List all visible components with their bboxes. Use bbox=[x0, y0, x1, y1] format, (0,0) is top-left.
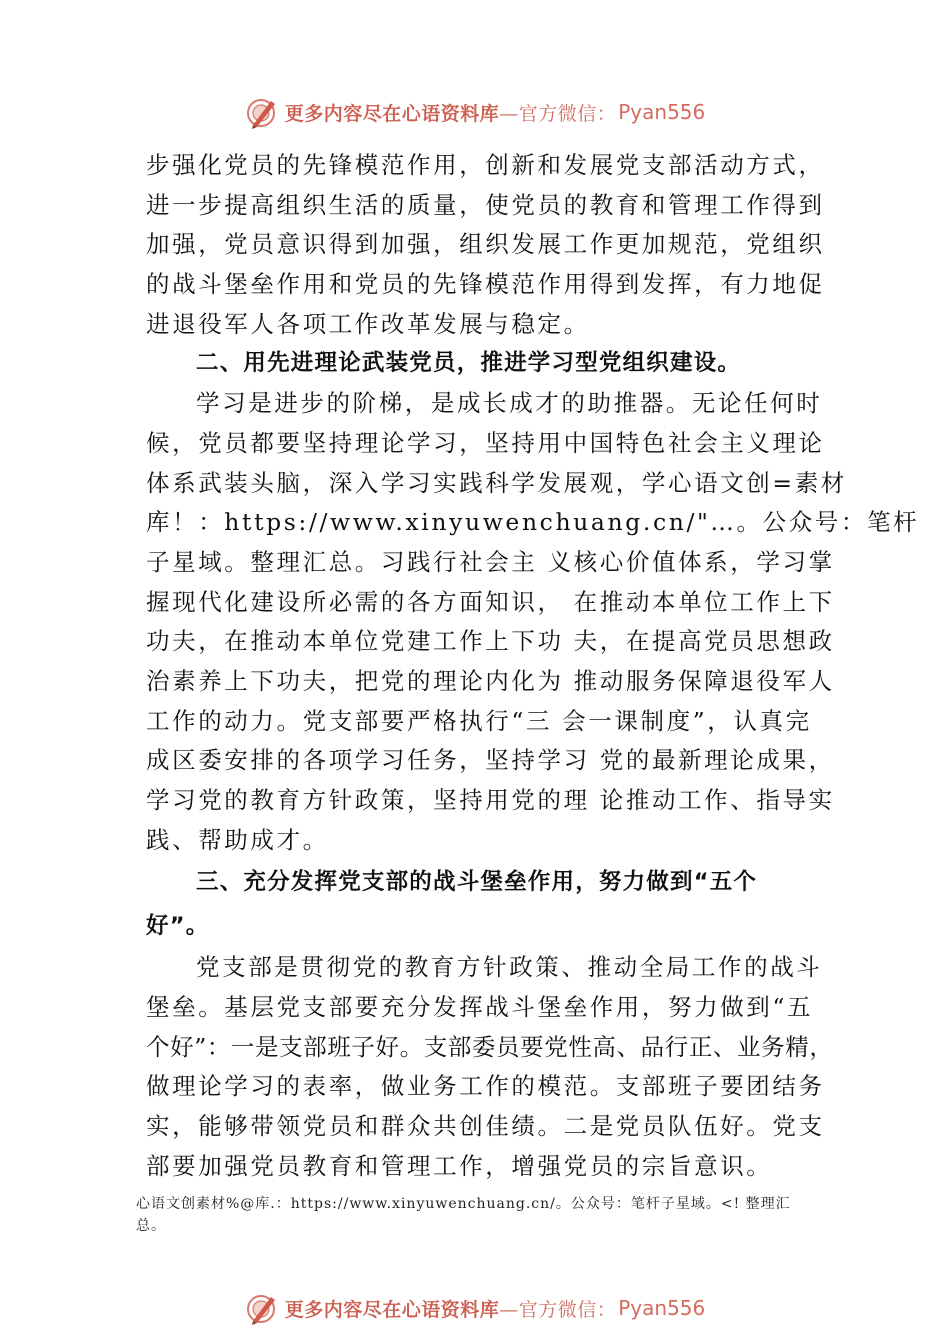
section-heading-2: 二、用先进理论武装党员，推进学习型党组织建设。 bbox=[196, 350, 742, 377]
wechat-id: Pyan556 bbox=[618, 1296, 706, 1320]
paragraph-line: 工作的动力。党支部要严格执行“三 会一课制度”，认真完 bbox=[146, 706, 812, 735]
paragraph-line: 体系武装头脑，深入学习实践科学发展观，学心语文创=素材 bbox=[146, 468, 847, 497]
paragraph-line: 党支部是贯彻党的教育方针政策、推动全局工作的战斗 bbox=[196, 953, 823, 982]
footnote-line: 总。 bbox=[136, 1218, 166, 1234]
footnote-line: 心语文创素材%@库.：https://www.xinyuwenchuang.cn/。公众号：笔杆子星域。<! 整理汇 bbox=[136, 1196, 791, 1212]
paragraph-line: 库！：https://www.xinyuwenchuang.cn/"…。公众号：笔杆 bbox=[146, 508, 920, 537]
paragraph-line: 功夫，在推动本单位党建工作上下功 夫，在提高党员思想政 bbox=[146, 627, 835, 656]
paragraph-line: 加强，党员意识得到加强，组织发展工作更加规范，党组织 bbox=[146, 230, 825, 259]
document-body bbox=[146, 146, 920, 1187]
paragraph-line: 候，党员都要坚持理论学习，坚持用中国特色社会主义理论 bbox=[146, 428, 825, 457]
pen-logo-icon bbox=[245, 95, 279, 129]
banner-text: 更多内容尽在心语资料库—官方微信： bbox=[284, 102, 617, 125]
section-heading-3-cont: 好”。 bbox=[146, 913, 210, 940]
header-banner bbox=[0, 92, 950, 132]
footnote bbox=[136, 1193, 836, 1237]
paragraph-line: 进退役军人各项工作改革发展与稳定。 bbox=[146, 309, 590, 338]
section-heading-3: 三、充分发挥党支部的战斗堡垒作用，努力做到“五个 bbox=[196, 869, 758, 896]
paragraph-line: 个好”：一是支部班子好。支部委员要党性高、品行正、业务精， bbox=[146, 1032, 834, 1061]
paragraph-line: 成区委安排的各项学习任务，坚持学习 党的最新理论成果， bbox=[146, 746, 835, 775]
paragraph-line: 的战斗堡垒作用和党员的先锋模范作用得到发挥，有力地促 bbox=[146, 270, 825, 299]
paragraph-line: 握现代化建设所必需的各方面知识， 在推动本单位工作上下 bbox=[146, 587, 835, 616]
paragraph-line: 步强化党员的先锋模范作用，创新和发展党支部活动方式， bbox=[146, 151, 825, 179]
paragraph-line: 部要加强党员教育和管理工作，增强党员的宗旨意识。 bbox=[146, 1151, 773, 1180]
paragraph-line: 治素养上下功夫，把党的理论内化为 推动服务保障退役军人 bbox=[146, 666, 835, 695]
footer-banner bbox=[0, 1288, 950, 1328]
paragraph-line: 堡垒。基层党支部要充分发挥战斗堡垒作用，努力做到“五 bbox=[146, 993, 814, 1022]
paragraph-line: 子星域。整理汇总。习践行社会主 义核心价值体系，学习掌 bbox=[146, 547, 835, 576]
wechat-id: Pyan556 bbox=[618, 100, 706, 124]
banner-text: 更多内容尽在心语资料库—官方微信： bbox=[284, 1298, 617, 1321]
paragraph-line: 践、帮助成才。 bbox=[146, 825, 329, 854]
paragraph-line: 学习是进步的阶梯，是成长成才的助推器。无论任何时 bbox=[196, 389, 823, 418]
paragraph-line: 做理论学习的表率，做业务工作的模范。支部班子要团结务 bbox=[146, 1072, 825, 1101]
paragraph-line: 进一步提高组织生活的质量，使党员的教育和管理工作得到 bbox=[146, 190, 825, 219]
paragraph-line: 实，能够带领党员和群众共创佳绩。二是党员队伍好。党支 bbox=[146, 1112, 825, 1141]
paragraph-line: 学习党的教育方针政策，坚持用党的理 论推动工作、指导实 bbox=[146, 786, 835, 814]
pen-logo-icon bbox=[245, 1291, 279, 1325]
